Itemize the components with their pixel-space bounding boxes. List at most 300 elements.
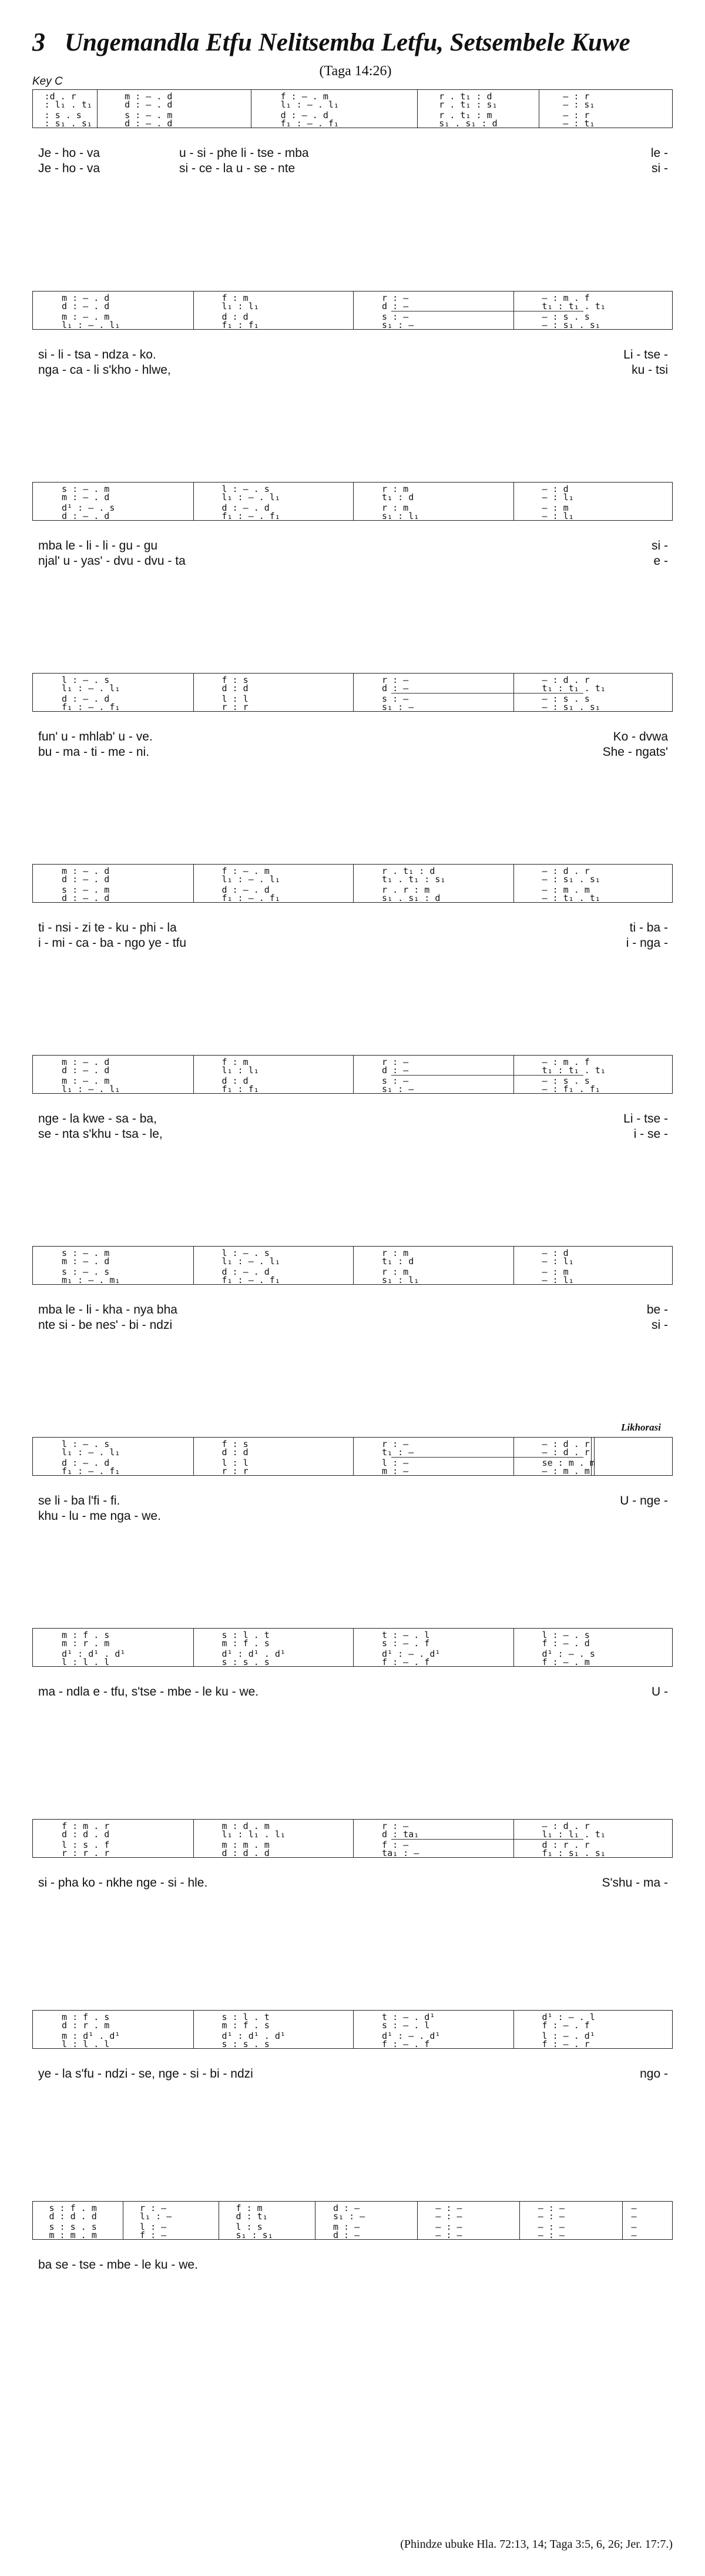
solfa-measure: f₁ : – . f₁: [62, 1466, 120, 1476]
lyric-line: [32, 1302, 673, 1318]
solfa-measure: l : – . s: [542, 1630, 590, 1640]
solfa-measure: — : —: [538, 2230, 565, 2240]
voice-row: [33, 1639, 672, 1648]
solfa-measure: — : l₁: [542, 1256, 574, 1267]
solfa-measure: d : —: [333, 2230, 360, 2240]
solfa-measure: f : m: [221, 1057, 249, 1067]
solfa-measure: r . r : m: [382, 885, 430, 895]
lyric-phrase: U - nge -: [620, 1494, 668, 1508]
solfa-measure: t₁ : t₁ . t₁: [542, 301, 606, 311]
lyric-phrase: ngo -: [640, 2067, 668, 2081]
music-system: [32, 482, 673, 569]
hymn-title: Ungemandla Etfu Nelitsemba Letfu, Setsembele Kuwe: [65, 29, 630, 56]
solfa-measure: l₁ : —: [140, 2211, 172, 2222]
music-system: [32, 1422, 673, 1524]
voice-row: [33, 1276, 672, 1285]
lyric-phrase: ma - ndla e - tfu, s'tse - mbe - le ku - we.: [38, 1685, 259, 1699]
solfa-measure: d¹ : – . l: [542, 2012, 595, 2022]
voice-row: [33, 485, 672, 494]
solfa-measure: — : d . r: [542, 866, 590, 876]
voice-row: [33, 1257, 672, 1266]
voice-row: [33, 1467, 672, 1476]
solfa-staff: [32, 864, 673, 903]
solfa-measure: f : – . m: [542, 1657, 590, 1667]
solfa-measure: r : m: [382, 503, 409, 513]
solfa-measure: r : —: [140, 2203, 167, 2213]
solfa-measure: l₁ : – . l₁: [221, 492, 280, 503]
solfa-measure: — : —: [435, 2211, 462, 2222]
lyric-phrase: ti - ba -: [629, 921, 668, 934]
voice-row: [33, 512, 672, 521]
solfa-measure: m : f . s: [62, 2012, 110, 2022]
solfa-measure: —: [631, 2222, 637, 2232]
solfa-measure: f : m: [236, 2203, 263, 2213]
solfa-measure: d : – . d: [221, 1267, 270, 1277]
solfa-measure: — : d . r: [542, 675, 590, 685]
solfa-measure: — : d . r: [542, 1439, 590, 1449]
lyric-phrase: si -: [652, 162, 668, 175]
solfa-measure: f : – . d: [542, 1638, 590, 1649]
solfa-measure: s₁ : s₁: [236, 2230, 273, 2240]
solfa-measure: se : m . m: [542, 1458, 595, 1468]
solfa-measure: m : – . d: [62, 866, 110, 876]
solfa-staff: [32, 1628, 673, 1667]
solfa-measure: —: [631, 2203, 637, 2213]
solfa-measure: t₁ : —: [382, 1447, 414, 1458]
solfa-measure: d : – . d: [221, 503, 270, 513]
solfa-measure: — : d: [542, 1248, 569, 1258]
solfa-measure: f₁ : – . f₁: [62, 702, 120, 712]
solfa-measure: f : – . f: [382, 1657, 430, 1667]
solfa-measure: — : l₁: [542, 1275, 574, 1285]
solfa-measure: —: [631, 2211, 637, 2222]
music-system: [32, 1055, 673, 1142]
lyric-phrase: fun' u - mhlab' u - ve.: [38, 730, 153, 743]
solfa-measure: d : —: [382, 1065, 409, 1076]
lyric-line: [32, 161, 673, 176]
solfa-measure: d : – . d: [62, 301, 110, 311]
scripture-reference: (Taga 14:26): [319, 63, 392, 79]
solfa-measure: — : m . f: [542, 1057, 590, 1067]
solfa-measure: t₁ : t₁ . t₁: [542, 683, 606, 694]
lyric-line: [32, 2257, 673, 2273]
solfa-measure: — : d: [542, 484, 569, 494]
solfa-measure: m : – . d: [125, 91, 173, 102]
lyric-line: [32, 936, 673, 951]
solfa-measure: s : l . t: [221, 1630, 270, 1640]
solfa-measure: s : – . s: [62, 1267, 110, 1277]
lyric-phrase: Li - tse -: [623, 1112, 668, 1125]
lyric-line: [32, 363, 673, 378]
voice-row: [33, 703, 672, 712]
solfa-measure: f : – . m: [221, 866, 270, 876]
solfa-measure: l : – . s: [62, 675, 110, 685]
lyric-phrase: ku - tsi: [632, 363, 668, 377]
tie-line: [391, 1839, 583, 1840]
solfa-measure: s : – . f: [382, 1638, 430, 1649]
lyric-phrase: le -: [650, 146, 668, 160]
lyric-phrase: ti - nsi - zi te - ku - phi - la: [38, 921, 177, 934]
lyric-line: [32, 2066, 673, 2082]
voice-row: [33, 504, 672, 512]
solfa-measure: d¹ : – . d¹: [382, 1649, 441, 1659]
solfa-staff: [32, 2010, 673, 2049]
lyric-line: [32, 2273, 673, 2288]
solfa-measure: — : t₁ . t₁: [542, 893, 600, 903]
solfa-measure: — : m . f: [542, 293, 590, 303]
solfa-measure: m : m . m: [221, 1840, 270, 1850]
lyric-phrase: i - nga -: [626, 936, 668, 950]
solfa-measure: — : l₁: [542, 492, 574, 503]
solfa-measure: s₁ : —: [333, 2211, 365, 2222]
solfa-measure: m : d¹ . d¹: [62, 2031, 120, 2041]
solfa-measure: f₁ : – . f₁: [221, 1275, 280, 1285]
lyric-phrase: be -: [646, 1303, 668, 1317]
lyric-line: [32, 729, 673, 745]
solfa-measure: m : m . m: [49, 2230, 97, 2240]
solfa-measure: d : – . d: [125, 99, 173, 110]
voice-row: [33, 684, 672, 693]
voice-row: [33, 1658, 672, 1667]
solfa-measure: s : —: [382, 694, 409, 704]
solfa-measure: r . t₁ : s₁: [439, 99, 498, 110]
lyric-line: [32, 1684, 673, 1700]
voice-row: [33, 2021, 672, 2030]
lyric-line: [32, 1127, 673, 1142]
solfa-measure: l₁ : l₁: [221, 1065, 259, 1076]
solfa-measure: r . t₁ : d: [439, 91, 492, 102]
solfa-measure: l₁ : – . l₁: [62, 1084, 120, 1094]
key-signature: Key C: [32, 75, 63, 88]
solfa-measure: f₁ : – . f₁: [221, 893, 280, 903]
lyric-line: [32, 1493, 673, 1509]
voice-row: [33, 2231, 672, 2240]
solfa-measure: m₁ : – . m₁: [62, 1275, 120, 1285]
solfa-measure: s₁ : —: [382, 1084, 414, 1094]
solfa-measure: s₁ : —: [382, 320, 414, 330]
solfa-measure: l₁ : l₁ . t₁: [542, 1829, 606, 1840]
solfa-measure: f₁ : f₁: [221, 320, 259, 330]
solfa-measure: d : r . m: [62, 2020, 110, 2031]
solfa-measure: d¹ : – . s: [542, 1649, 595, 1659]
solfa-measure: f₁ : – . f₁: [221, 511, 280, 521]
voice-row: [33, 2212, 672, 2221]
solfa-measure: t₁ : d: [382, 1256, 414, 1267]
lyric-phrase: Li - tse -: [623, 348, 668, 361]
lyric-line: [32, 745, 673, 760]
solfa-measure: — : r: [563, 91, 590, 102]
solfa-measure: — : s . s: [542, 694, 590, 704]
lyric-phrase: u - si - phe li - tse - mba: [179, 146, 309, 160]
lyric-phrase: Je - ho - va: [38, 146, 100, 160]
solfa-measure: t₁ : d: [382, 492, 414, 503]
lyric-phrase: njal' u - yas' - dvu - dvu - ta: [38, 554, 186, 568]
lyric-phrase: ba se - tse - mbe - le ku - we.: [38, 2258, 198, 2272]
solfa-measure: :d . r: [44, 91, 76, 102]
solfa-staff: [32, 1246, 673, 1285]
solfa-measure: s : —: [382, 1076, 409, 1086]
music-system: [32, 2201, 673, 2288]
solfa-measure: r : —: [382, 675, 409, 685]
solfa-measure: f₁ : f₁: [221, 1084, 259, 1094]
solfa-measure: d : – . d: [125, 118, 173, 129]
solfa-measure: —: [631, 2230, 637, 2240]
lyric-line: [32, 554, 673, 569]
solfa-measure: — : —: [435, 2230, 462, 2240]
solfa-measure: d : d: [221, 311, 249, 322]
solfa-measure: m : – . d: [62, 293, 110, 303]
lyric-phrase: bu - ma - ti - me - ni.: [38, 745, 150, 759]
solfa-measure: l₁ : l₁: [221, 301, 259, 311]
music-system: [32, 1246, 673, 1333]
solfa-measure: s₁ . s₁ : d: [382, 893, 441, 903]
solfa-measure: t₁ . t₁ : s₁: [382, 874, 446, 885]
solfa-measure: t : – . l: [382, 1630, 430, 1640]
voice-row: [33, 875, 672, 884]
solfa-measure: f : s: [221, 675, 249, 685]
voice-row: [33, 119, 672, 128]
solfa-measure: — : s₁ . s₁: [542, 874, 600, 885]
solfa-measure: — : r: [563, 110, 590, 120]
lyric-phrase: nte si - be nes' - bi - ndzi: [38, 1318, 173, 1332]
voice-row: [33, 493, 672, 502]
solfa-measure: — : s₁: [563, 99, 595, 110]
solfa-measure: : l₁ . t₁: [44, 99, 92, 110]
solfa-measure: l₁ : l₁ . l₁: [221, 1829, 286, 1840]
solfa-measure: — : t₁: [563, 118, 595, 129]
voice-row: [33, 1268, 672, 1277]
solfa-measure: m : —: [333, 2222, 360, 2232]
solfa-measure: f : —: [382, 1840, 409, 1850]
solfa-measure: — : m . m: [542, 885, 590, 895]
solfa-measure: — : —: [435, 2203, 462, 2213]
music-system: [32, 864, 673, 951]
solfa-measure: l₁ : – . l₁: [221, 1256, 280, 1267]
solfa-measure: s : l . t: [221, 2012, 270, 2022]
voice-row: [33, 1830, 672, 1839]
solfa-measure: d : – . d: [62, 1458, 110, 1468]
solfa-measure: l : – . s: [221, 1248, 270, 1258]
lyric-line: [32, 920, 673, 936]
solfa-measure: — : s . s: [542, 1076, 590, 1086]
solfa-measure: d : d: [221, 683, 249, 694]
solfa-measure: t : – . d¹: [382, 2012, 435, 2022]
solfa-measure: : s₁ . s₁: [44, 118, 92, 129]
solfa-measure: d¹ : – . d¹: [382, 2031, 441, 2041]
solfa-measure: — : —: [538, 2222, 565, 2232]
lyric-line: [32, 1700, 673, 1715]
solfa-measure: d : —: [382, 301, 409, 311]
voice-row: [33, 302, 672, 311]
solfa-measure: — : m: [542, 1267, 569, 1277]
lyric-line: [32, 1891, 673, 1906]
lyric-phrase: se li - ba l'fi - fi.: [38, 1494, 120, 1508]
lyric-phrase: S'shu - ma -: [602, 1876, 668, 1890]
solfa-measure: d : – . d: [62, 511, 110, 521]
tie-line: [391, 1457, 583, 1458]
lyric-line: [32, 1875, 673, 1891]
solfa-measure: — : —: [435, 2222, 462, 2232]
solfa-measure: f : m: [221, 293, 249, 303]
solfa-measure: d¹ : d¹ . d¹: [221, 2031, 286, 2041]
solfa-measure: d¹ : – . s: [62, 503, 115, 513]
solfa-measure: r : r: [221, 1466, 249, 1476]
solfa-measure: s : – . m: [62, 885, 110, 895]
solfa-measure: m : f . s: [221, 1638, 270, 1649]
voice-row: [33, 1249, 672, 1258]
solfa-measure: f : – . m: [280, 91, 328, 102]
music-system: [32, 673, 673, 760]
solfa-measure: s₁ : —: [382, 702, 414, 712]
solfa-measure: m : f . s: [62, 1630, 110, 1640]
solfa-measure: d : d . d: [221, 1848, 270, 1858]
solfa-measure: d : – . d: [62, 694, 110, 704]
solfa-measure: — : s . s: [542, 311, 590, 322]
lyric-phrase: si -: [652, 539, 668, 552]
lyric-phrase: i - mi - ca - ba - ngo ye - tfu: [38, 936, 187, 950]
voice-row: [33, 321, 672, 330]
solfa-measure: l : – . s: [62, 1439, 110, 1449]
solfa-measure: f : —: [140, 2230, 167, 2240]
voice-row: [33, 894, 672, 903]
solfa-measure: d : t₁: [236, 2211, 268, 2222]
lyric-phrase: nge - la kwe - sa - ba,: [38, 1112, 157, 1125]
solfa-measure: m : – . d: [62, 1057, 110, 1067]
solfa-measure: s₁ : l₁: [382, 1275, 419, 1285]
solfa-staff: [32, 1055, 673, 1094]
solfa-measure: t₁ : t₁ . t₁: [542, 1065, 606, 1076]
solfa-measure: m : – . d: [62, 492, 110, 503]
lyric-phrase: i - se -: [633, 1127, 668, 1141]
solfa-measure: l₁ : – . l₁: [62, 683, 120, 694]
music-system: [32, 2010, 673, 2097]
hymn-number: 3: [32, 28, 45, 56]
solfa-measure: l : – . s: [221, 484, 270, 494]
solfa-staff: [32, 482, 673, 521]
solfa-measure: r : —: [382, 293, 409, 303]
solfa-measure: — : m: [542, 503, 569, 513]
solfa-measure: l : —: [382, 1458, 409, 1468]
solfa-measure: d : d . d: [62, 1829, 110, 1840]
solfa-measure: d : – . d: [280, 110, 328, 120]
lyric-line: [32, 146, 673, 161]
solfa-measure: l : —: [140, 2222, 167, 2232]
solfa-staff: [32, 673, 673, 712]
solfa-measure: s : – . l: [382, 2020, 430, 2031]
tie-line: [391, 1075, 583, 1076]
tie-line: [391, 693, 583, 694]
solfa-measure: d : – . d: [62, 1065, 110, 1076]
solfa-measure: s : s . s: [49, 2222, 97, 2232]
solfa-measure: — : d . r: [542, 1447, 590, 1458]
solfa-measure: l₁ : – . l₁: [62, 320, 120, 330]
solfa-measure: s : – . m: [125, 110, 173, 120]
solfa-measure: l : s: [236, 2222, 263, 2232]
solfa-measure: f : m . r: [62, 1821, 110, 1831]
solfa-measure: — : s₁ . s₁: [542, 320, 600, 330]
solfa-measure: r : r: [221, 702, 249, 712]
lyric-phrase: si - li - tsa - ndza - ko.: [38, 348, 156, 361]
solfa-measure: — : —: [538, 2203, 565, 2213]
lyric-phrase: nga - ca - li s'kho - hlwe,: [38, 363, 171, 377]
solfa-measure: s : —: [382, 311, 409, 322]
solfa-measure: f : – . r: [542, 2039, 590, 2049]
solfa-measure: m : f . s: [221, 2020, 270, 2031]
lyric-line: [32, 2082, 673, 2097]
solfa-measure: d¹ : d¹ . d¹: [62, 1649, 126, 1659]
solfa-measure: r . t₁ : m: [439, 110, 492, 120]
solfa-measure: r : r . r: [62, 1848, 110, 1858]
solfa-measure: f₁ : – . f₁: [280, 118, 339, 129]
solfa-measure: f : – . f: [382, 2039, 430, 2049]
solfa-measure: s : – . m: [62, 484, 110, 494]
solfa-measure: l₁ : – . l₁: [280, 99, 339, 110]
solfa-measure: l₁ : – . l₁: [62, 1447, 120, 1458]
solfa-measure: m : d . m: [221, 1821, 270, 1831]
lyric-phrase: si -: [652, 1318, 668, 1332]
solfa-measure: — : —: [538, 2211, 565, 2222]
solfa-measure: s : f . m: [49, 2203, 97, 2213]
solfa-measure: d : d: [221, 1076, 249, 1086]
solfa-measure: d : —: [333, 2203, 360, 2213]
solfa-measure: r : m: [382, 1267, 409, 1277]
lyric-phrase: mba le - li - li - gu - gu: [38, 539, 158, 552]
solfa-measure: — : f₁ . f₁: [542, 1084, 600, 1094]
music-system: [32, 1628, 673, 1715]
lyric-line: [32, 538, 673, 554]
lyric-line: [32, 1509, 673, 1524]
lyric-phrase: se - nta s'khu - tsa - le,: [38, 1127, 163, 1141]
solfa-measure: — : m . m: [542, 1466, 590, 1476]
lyric-line: [32, 1318, 673, 1333]
solfa-measure: d : r . r: [542, 1840, 590, 1850]
solfa-staff: [32, 2201, 673, 2240]
music-system: [32, 1819, 673, 1906]
voice-row: [33, 1448, 672, 1457]
lyric-phrase: ye - la s'fu - ndzi - se, nge - si - bi - ndzi: [38, 2067, 253, 2081]
solfa-measure: r : —: [382, 1439, 409, 1449]
solfa-measure: r : m: [382, 1248, 409, 1258]
lyric-phrase: Je - ho - va: [38, 162, 100, 175]
solfa-measure: d : ta₁: [382, 1829, 419, 1840]
solfa-measure: d¹ : d¹ . d¹: [221, 1649, 286, 1659]
footnote-references: (Phindze ubuke Hla. 72:13, 14; Taga 3:5, 6, 26; Jer. 17:7.): [400, 2538, 673, 2551]
solfa-measure: m : – . m: [62, 1076, 110, 1086]
solfa-measure: m : – . d: [62, 1256, 110, 1267]
music-system: [32, 291, 673, 378]
solfa-staff: [32, 89, 673, 128]
solfa-measure: l : l . l: [62, 1657, 110, 1667]
solfa-staff: [32, 1819, 673, 1858]
solfa-staff: [32, 291, 673, 330]
voice-row: [33, 101, 672, 109]
solfa-measure: f : – . f: [542, 2020, 590, 2031]
solfa-measure: ta₁ : —: [382, 1848, 419, 1858]
solfa-staff: [32, 1437, 673, 1476]
solfa-measure: r : —: [382, 1057, 409, 1067]
solfa-measure: l₁ : – . l₁: [221, 874, 280, 885]
lyric-phrase: Ko - dvwa: [613, 730, 668, 743]
solfa-measure: f₁ : s₁ . s₁: [542, 1848, 606, 1858]
lyric-phrase: si - ce - la u - se - nte: [179, 162, 296, 175]
solfa-measure: f : s: [221, 1439, 249, 1449]
solfa-measure: s : – . m: [62, 1248, 110, 1258]
solfa-measure: r : —: [382, 1821, 409, 1831]
solfa-measure: l : l: [221, 694, 249, 704]
solfa-measure: d : d: [221, 1447, 249, 1458]
lyric-line: [32, 347, 673, 363]
solfa-measure: r : m: [382, 484, 409, 494]
